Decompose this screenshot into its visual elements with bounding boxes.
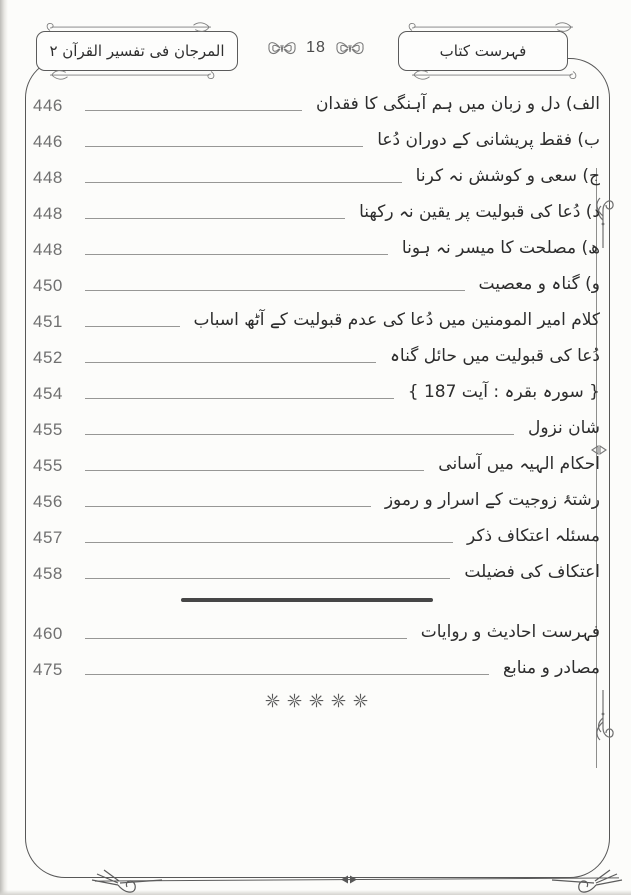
- book-title: المرجان فی تفسیر القرآن ۲: [49, 42, 225, 60]
- leader-line: [85, 146, 363, 147]
- leader-line: [85, 674, 489, 675]
- leader-line: [85, 506, 371, 507]
- toc-row: [33, 516, 600, 552]
- toc-row: [33, 264, 600, 300]
- toc-entry-title: الف) دل و زبان میں ہم آہنگی کا فقدان: [315, 94, 600, 115]
- star-icon: [331, 693, 346, 708]
- toc-page-number: 448: [33, 204, 63, 223]
- toc-page-number: 456: [33, 492, 63, 511]
- toc-row: [33, 84, 600, 120]
- leader-line: [85, 218, 345, 219]
- leader-line: [85, 398, 394, 399]
- toc-row: [33, 552, 600, 588]
- toc-page-number: 450: [33, 276, 63, 295]
- toc-page-number: 455: [33, 420, 63, 439]
- star-ornaments-row: [33, 693, 600, 708]
- butterfly-ornament-icon: [335, 39, 365, 58]
- toc-entry-title: مصادر و منابع: [502, 658, 600, 679]
- toc-entry-title: اعتکاف کی فضیلت: [464, 562, 600, 583]
- section-title-box: [398, 31, 568, 71]
- leader-line: [85, 254, 388, 255]
- leader-line: [85, 290, 465, 291]
- toc-row: [33, 480, 600, 516]
- leader-line: [85, 326, 180, 327]
- toc-row: [33, 648, 600, 684]
- branch-flourish-icon: [43, 20, 218, 34]
- toc-row: [33, 156, 600, 192]
- toc-page-number: 454: [33, 384, 63, 403]
- star-icon: [287, 693, 302, 708]
- scan-edge-shadow: [0, 0, 8, 895]
- leader-line: [85, 578, 450, 579]
- toc-row: [33, 192, 600, 228]
- toc-row: [33, 336, 600, 372]
- toc-row: [33, 228, 600, 264]
- leader-line: [85, 362, 376, 363]
- section-divider: [181, 598, 433, 602]
- toc-entry-title: { سورہ بقرہ : آیت 187 }: [407, 382, 600, 403]
- toc-entry-title: مسئلہ اعتکاف ذکر: [466, 526, 600, 547]
- book-title-box: [36, 31, 238, 71]
- toc-entry-title: دُعا کی قبولیت میں حائل گناہ: [389, 346, 600, 367]
- toc-entry-title: ھ) مصلحت کا میسر نہ ہونا: [401, 238, 600, 259]
- corner-scroll-icon: [552, 868, 624, 895]
- toc-entry-title: د) دُعا کی قبولیت پر یقین نہ رکھنا: [359, 202, 600, 223]
- toc-row: [33, 444, 600, 480]
- page-number: 18: [306, 39, 326, 56]
- toc-entry-title: کلام امیر المومنین میں دُعا کی عدم قبولیت کے آٹھ اسباب: [193, 310, 600, 331]
- toc-page-number: 446: [33, 96, 63, 115]
- toc-row: [33, 300, 600, 336]
- leader-line: [85, 182, 402, 183]
- star-icon: [353, 693, 368, 708]
- toc-page-number: 458: [33, 564, 63, 583]
- toc-page-number: 451: [33, 312, 63, 331]
- branch-flourish-icon: [43, 68, 218, 82]
- branch-flourish-icon: [405, 20, 580, 34]
- toc-entry-title: رشتۂ زوجیت کے اسرار و رموز: [384, 490, 600, 511]
- toc-entry-title: و) گناہ و معصیت: [478, 274, 600, 295]
- toc-row: [33, 120, 600, 156]
- toc-page-number: 460: [33, 624, 63, 643]
- leader-line: [85, 542, 453, 543]
- toc-page-number: 448: [33, 240, 63, 259]
- star-icon: [309, 693, 324, 708]
- toc-entry-title: فہرست احادیث و روایات: [420, 622, 600, 643]
- toc-row: [33, 612, 600, 648]
- branch-flourish-icon: [405, 68, 580, 82]
- toc-entry-title: شان نزول: [528, 418, 600, 439]
- toc-entry-title: ب) فقط پریشانی کے دوران دُعا: [377, 130, 600, 151]
- butterfly-ornament-icon: [267, 39, 297, 58]
- page-number-group: [250, 33, 382, 63]
- leader-line: [85, 110, 302, 111]
- section-divider-wrap: [33, 588, 600, 612]
- toc-entry-title: احکام الہیہ میں آسانی: [438, 454, 600, 475]
- toc-row: [33, 408, 600, 444]
- table-of-contents: [33, 84, 600, 708]
- toc-page-number: 452: [33, 348, 63, 367]
- center-bow-icon: [340, 874, 358, 885]
- section-title: فہرست کتاب: [439, 42, 527, 60]
- toc-page-number: 475: [33, 660, 63, 679]
- leader-line: [85, 638, 407, 639]
- leader-line: [85, 434, 514, 435]
- toc-entry-title: ج) سعی و کوشش نہ کرنا: [415, 166, 600, 187]
- toc-page-number: 448: [33, 168, 63, 187]
- toc-row: [33, 372, 600, 408]
- leader-line: [85, 470, 424, 471]
- toc-page-number: 446: [33, 132, 63, 151]
- star-icon: [265, 693, 280, 708]
- toc-page-number: 455: [33, 456, 63, 475]
- toc-page-number: 457: [33, 528, 63, 547]
- corner-scroll-icon: [90, 868, 162, 895]
